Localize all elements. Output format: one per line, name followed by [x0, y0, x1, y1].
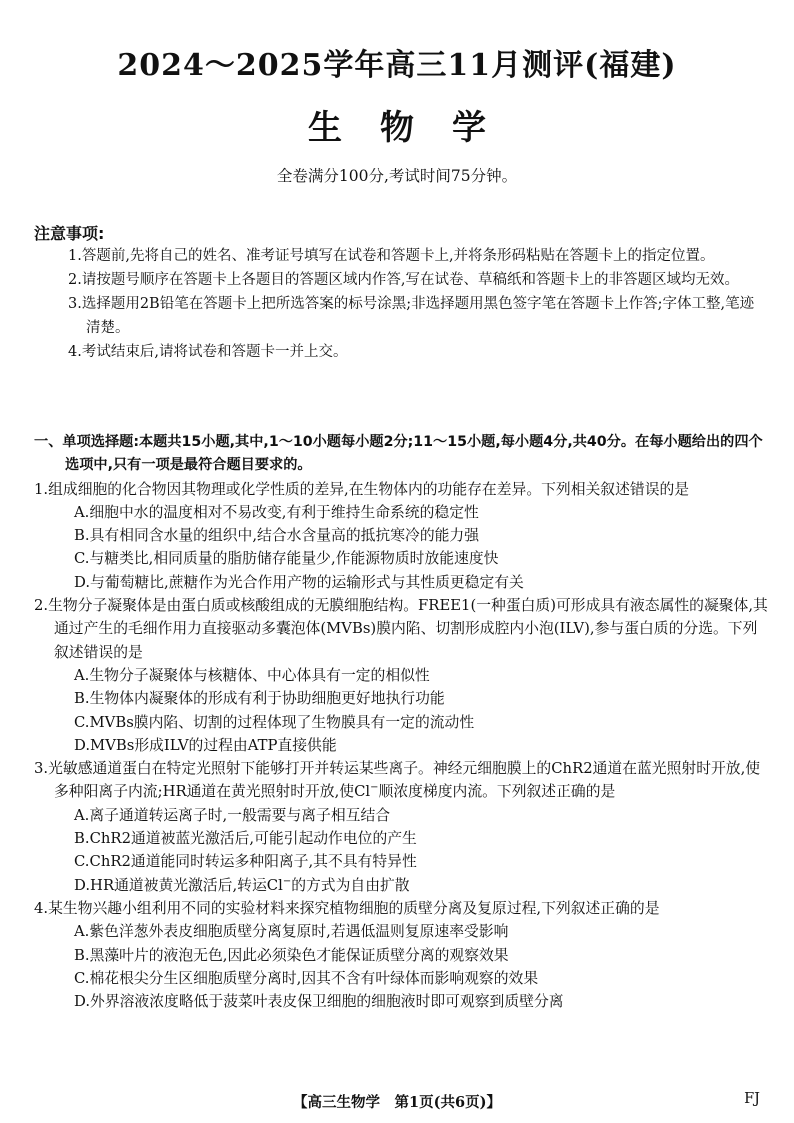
region-code: FJ — [744, 1091, 760, 1107]
question-stem — [34, 757, 768, 804]
notice-item: 1.答题前,先将自己的姓名、准考证号填写在试卷和答题卡上,并将条形码粘贴在答题卡上的指定位置。 — [68, 248, 715, 264]
option-a: A.紫色洋葱外表皮细胞质壁分离复原时,若遇低温则复原速率受影响 — [74, 923, 509, 941]
option-d: D.与葡萄糖比,蔗糖作为光合作用产物的运输形式与其性质更稳定有关 — [74, 573, 524, 591]
option-c: C.MVBs膜内陷、切割的过程体现了生物膜具有一定的流动性 — [74, 713, 475, 731]
notice-list — [68, 244, 768, 364]
notice-item: 4.考试结束后,请将试卷和答题卡一并上交。 — [68, 344, 348, 360]
notice-item: 3.选择题用2B铅笔在答题卡上把所选答案的标号涂黑;非选择题用黑色签字笔在答题卡上作答;字体工整,笔迹清楚。 — [68, 296, 755, 336]
question-stem: 1.组成细胞的化合物因其物理或化学性质的差异,在生物体内的功能存在差异。下列相关叙述错误的是 — [34, 480, 690, 498]
exam-info: 全卷满分100分,考试时间75分钟。 — [276, 167, 518, 185]
option-d — [34, 874, 768, 897]
notice-heading: 注意事项: — [34, 224, 105, 243]
option-text: D.HR通道被黄光激活后,转运Cl — [74, 876, 283, 894]
stem-text: 顺浓度梯度内流。下列叙述正确的是 — [378, 783, 616, 801]
question-1 — [34, 478, 768, 594]
question-4 — [34, 897, 768, 1013]
option-b: B.生物体内凝聚体的形成有利于协助细胞更好地执行功能 — [74, 690, 445, 708]
option-c: C.棉花根尖分生区细胞质壁分离时,因其不含有叶绿体而影响观察的效果 — [74, 969, 539, 987]
option-a: A.离子通道转运离子时,一般需要与离子相互结合 — [74, 806, 391, 824]
option-b: B.具有相同含水量的组织中,结合水含量高的抵抗寒冷的能力强 — [74, 527, 480, 545]
page-footer: 【高三生物学 第1页(共6页)】 — [293, 1094, 501, 1111]
question-2 — [34, 594, 768, 757]
option-text: 的方式为自由扩散 — [291, 876, 410, 894]
stem-text: 3.光敏感通道蛋白在特定光照射下能够打开并转运某些离子。神经元细胞膜上的ChR2通道在蓝光照射时开放,使多种阳离子内流;HR通道在黄光照射时开放,使Cl — [34, 760, 761, 801]
notice-item: 2.请按题号顺序在答题卡上各题目的答题区域内作答,写在试卷、草稿纸和答题卡上的非答题区域均无效。 — [68, 272, 739, 288]
question-content — [34, 431, 768, 1013]
option-c: C.与糖类比,相同质量的脂肪储存能量少,作能源物质时放能速度快 — [74, 550, 499, 568]
superscript-minus: − — [370, 782, 379, 794]
option-d: D.MVBs形成ILV的过程由ATP直接供能 — [74, 736, 337, 754]
option-b: B.黑藻叶片的液泡无色,因此必须染色才能保证质壁分离的观察效果 — [74, 946, 509, 964]
question-3 — [34, 757, 768, 897]
superscript-minus: − — [282, 875, 292, 887]
subject-title: 生物学 — [308, 108, 524, 148]
option-d: D.外界溶液浓度略低于菠菜叶表皮保卫细胞的细胞液时即可观察到质壁分离 — [74, 993, 564, 1011]
exam-title: 2024～2025学年高三11月测评(福建) — [117, 48, 677, 83]
option-b: B.ChR2通道被蓝光激活后,可能引起动作电位的产生 — [74, 830, 417, 848]
section-heading: 一、单项选择题:本题共15小题,其中,1～10小题每小题2分;11～15小题,每小题4分,共40分。在每小题给出的四个选项中,只有一项是最符合题目要求的。 — [34, 434, 763, 474]
question-stem: 2.生物分子凝聚体是由蛋白质或核酸组成的无膜细胞结构。FREE1(一种蛋白质)可形成具有液态属性的凝聚体,其通过产生的毛细作用力直接驱动多囊泡体(MVBs)膜内陷、切割形成腔内小泡(ILV),参与蛋白质的分选。下列叙述错误的是 — [34, 597, 768, 661]
question-stem: 4.某生物兴趣小组利用不同的实验材料来探究植物细胞的质壁分离及复原过程,下列叙述正确的是 — [34, 899, 660, 917]
option-a: A.生物分子凝聚体与核糖体、中心体具有一定的相似性 — [74, 666, 430, 684]
option-a: A.细胞中水的温度相对不易改变,有利于维持生命系统的稳定性 — [74, 503, 479, 521]
option-c: C.ChR2通道能同时转运多种阳离子,其不具有特异性 — [74, 853, 417, 871]
